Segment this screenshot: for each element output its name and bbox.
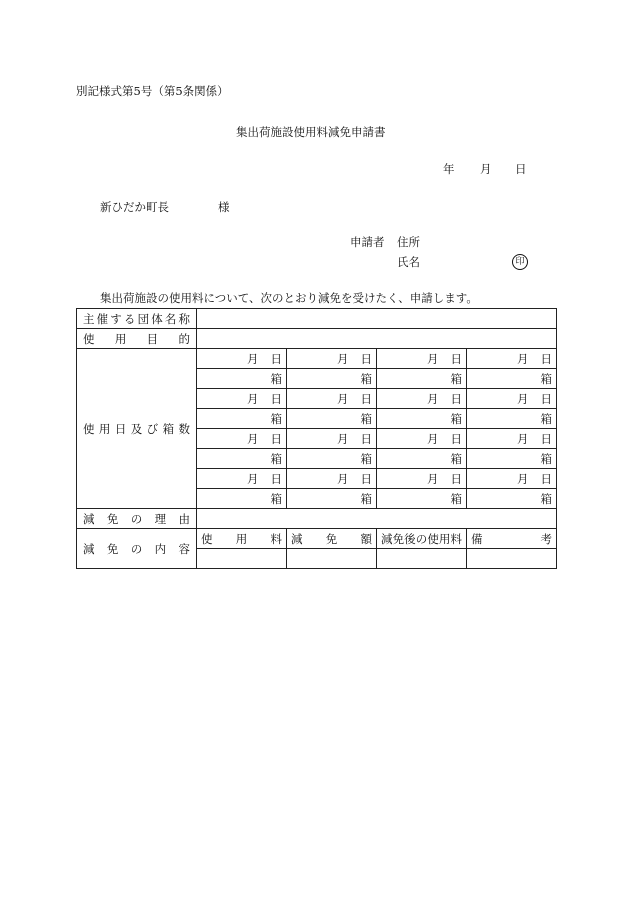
- box-count-cell[interactable]: [377, 449, 467, 469]
- addressee-name: 新ひだか町長: [100, 200, 169, 214]
- month-day-cell[interactable]: [287, 349, 377, 369]
- reason-input[interactable]: [197, 509, 557, 529]
- box-char: 箱: [540, 371, 552, 386]
- form-number: 別記様式第5号（第5条関係）: [76, 84, 229, 98]
- applicant-name-label: 氏名: [397, 255, 420, 269]
- day-char: 日: [540, 431, 552, 446]
- day-char: 日: [360, 431, 372, 446]
- usage-fee-input[interactable]: [197, 549, 287, 569]
- addressee-honorific: 様: [218, 200, 230, 214]
- month-day-cell[interactable]: [287, 429, 377, 449]
- organizer-input[interactable]: [197, 309, 557, 329]
- month-day-cell[interactable]: [287, 389, 377, 409]
- month-char: 月: [337, 351, 349, 366]
- day-char: 日: [270, 431, 282, 446]
- month-day-cell[interactable]: [197, 469, 287, 489]
- month-char: 月: [337, 431, 349, 446]
- month-char: 月: [247, 471, 259, 486]
- day-char: 日: [450, 431, 462, 446]
- month-day-cell[interactable]: [467, 389, 557, 409]
- dates-row: [77, 349, 557, 369]
- month-char: 月: [247, 431, 259, 446]
- day-char: 日: [270, 471, 282, 486]
- day-char: 日: [360, 351, 372, 366]
- month-day-cell[interactable]: [377, 389, 467, 409]
- box-char: 箱: [270, 451, 282, 466]
- month-char: 月: [517, 471, 529, 486]
- date-year-label: 年: [443, 162, 455, 176]
- page-title: 集出荷施設使用料減免申請書: [236, 125, 386, 139]
- month-char: 月: [337, 471, 349, 486]
- day-char: 日: [270, 351, 282, 366]
- day-char: 日: [450, 391, 462, 406]
- month-day-cell[interactable]: [377, 469, 467, 489]
- box-count-cell[interactable]: [197, 369, 287, 389]
- month-day-cell[interactable]: [377, 429, 467, 449]
- box-count-cell[interactable]: [467, 369, 557, 389]
- month-day-cell[interactable]: [467, 469, 557, 489]
- box-count-cell[interactable]: [377, 409, 467, 429]
- instruction-text: 集出荷施設の使用料について、次のとおり減免を受けたく、申請します。: [100, 291, 478, 305]
- date-month-label: 月: [480, 162, 492, 176]
- fee-after-reduction-header: 減免後の使用料: [377, 529, 467, 549]
- box-count-cell[interactable]: [197, 409, 287, 429]
- box-char: 箱: [360, 491, 372, 506]
- applicant-role: 申請者: [350, 235, 385, 249]
- day-char: 日: [540, 391, 552, 406]
- month-char: 月: [517, 351, 529, 366]
- month-day-cell[interactable]: [467, 349, 557, 369]
- box-char: 箱: [270, 371, 282, 386]
- reason-row: [77, 509, 557, 529]
- reduction-amount-header: 減 免 額: [287, 529, 377, 549]
- purpose-row: [77, 329, 557, 349]
- day-char: 日: [270, 391, 282, 406]
- box-count-cell[interactable]: [467, 489, 557, 509]
- month-char: 月: [427, 431, 439, 446]
- month-char: 月: [517, 431, 529, 446]
- day-char: 日: [450, 471, 462, 486]
- day-char: 日: [360, 391, 372, 406]
- box-count-cell[interactable]: [377, 369, 467, 389]
- box-char: 箱: [270, 491, 282, 506]
- remarks-header: 備 考: [467, 529, 557, 549]
- box-char: 箱: [540, 411, 552, 426]
- purpose-label: 使 用 目 的: [77, 329, 197, 349]
- box-char: 箱: [360, 371, 372, 386]
- usage-fee-header: 使 用 料: [197, 529, 287, 549]
- box-count-cell[interactable]: [287, 449, 377, 469]
- month-day-cell[interactable]: [197, 389, 287, 409]
- application-table: [76, 308, 557, 569]
- purpose-input[interactable]: [197, 329, 557, 349]
- box-count-cell[interactable]: [287, 489, 377, 509]
- day-char: 日: [540, 471, 552, 486]
- box-count-cell[interactable]: [467, 409, 557, 429]
- content-label: 減 免 の 内 容: [77, 529, 197, 569]
- box-count-cell[interactable]: [287, 409, 377, 429]
- month-char: 月: [247, 351, 259, 366]
- box-char: 箱: [270, 411, 282, 426]
- box-char: 箱: [360, 411, 372, 426]
- month-char: 月: [517, 391, 529, 406]
- box-char: 箱: [450, 371, 462, 386]
- reason-label: 減 免 の 理 由: [77, 509, 197, 529]
- box-char: 箱: [450, 451, 462, 466]
- month-char: 月: [427, 471, 439, 486]
- date-day-label: 日: [515, 162, 527, 176]
- box-char: 箱: [450, 491, 462, 506]
- day-char: 日: [450, 351, 462, 366]
- dates-label: 使用日及び箱数: [77, 349, 197, 509]
- day-char: 日: [360, 471, 372, 486]
- fee-after-reduction-input[interactable]: [377, 549, 467, 569]
- month-day-cell[interactable]: [287, 469, 377, 489]
- day-char: 日: [540, 351, 552, 366]
- box-char: 箱: [540, 451, 552, 466]
- organizer-label: 主催する団体名称: [77, 309, 197, 329]
- month-char: 月: [427, 351, 439, 366]
- month-day-cell[interactable]: [197, 349, 287, 369]
- box-count-cell[interactable]: [377, 489, 467, 509]
- content-header-row: [77, 529, 557, 549]
- month-day-cell[interactable]: [377, 349, 467, 369]
- box-count-cell[interactable]: [197, 489, 287, 509]
- box-count-cell[interactable]: [197, 449, 287, 469]
- applicant-address-label: 住所: [397, 235, 420, 249]
- seal-mark: 印: [512, 254, 528, 270]
- month-day-cell[interactable]: [467, 429, 557, 449]
- organizer-row: [77, 309, 557, 329]
- remarks-input[interactable]: [467, 549, 557, 569]
- reduction-amount-input[interactable]: [287, 549, 377, 569]
- box-count-cell[interactable]: [287, 369, 377, 389]
- month-day-cell[interactable]: [197, 429, 287, 449]
- month-char: 月: [337, 391, 349, 406]
- box-char: 箱: [540, 491, 552, 506]
- box-char: 箱: [450, 411, 462, 426]
- month-char: 月: [427, 391, 439, 406]
- box-char: 箱: [360, 451, 372, 466]
- box-count-cell[interactable]: [467, 449, 557, 469]
- month-char: 月: [247, 391, 259, 406]
